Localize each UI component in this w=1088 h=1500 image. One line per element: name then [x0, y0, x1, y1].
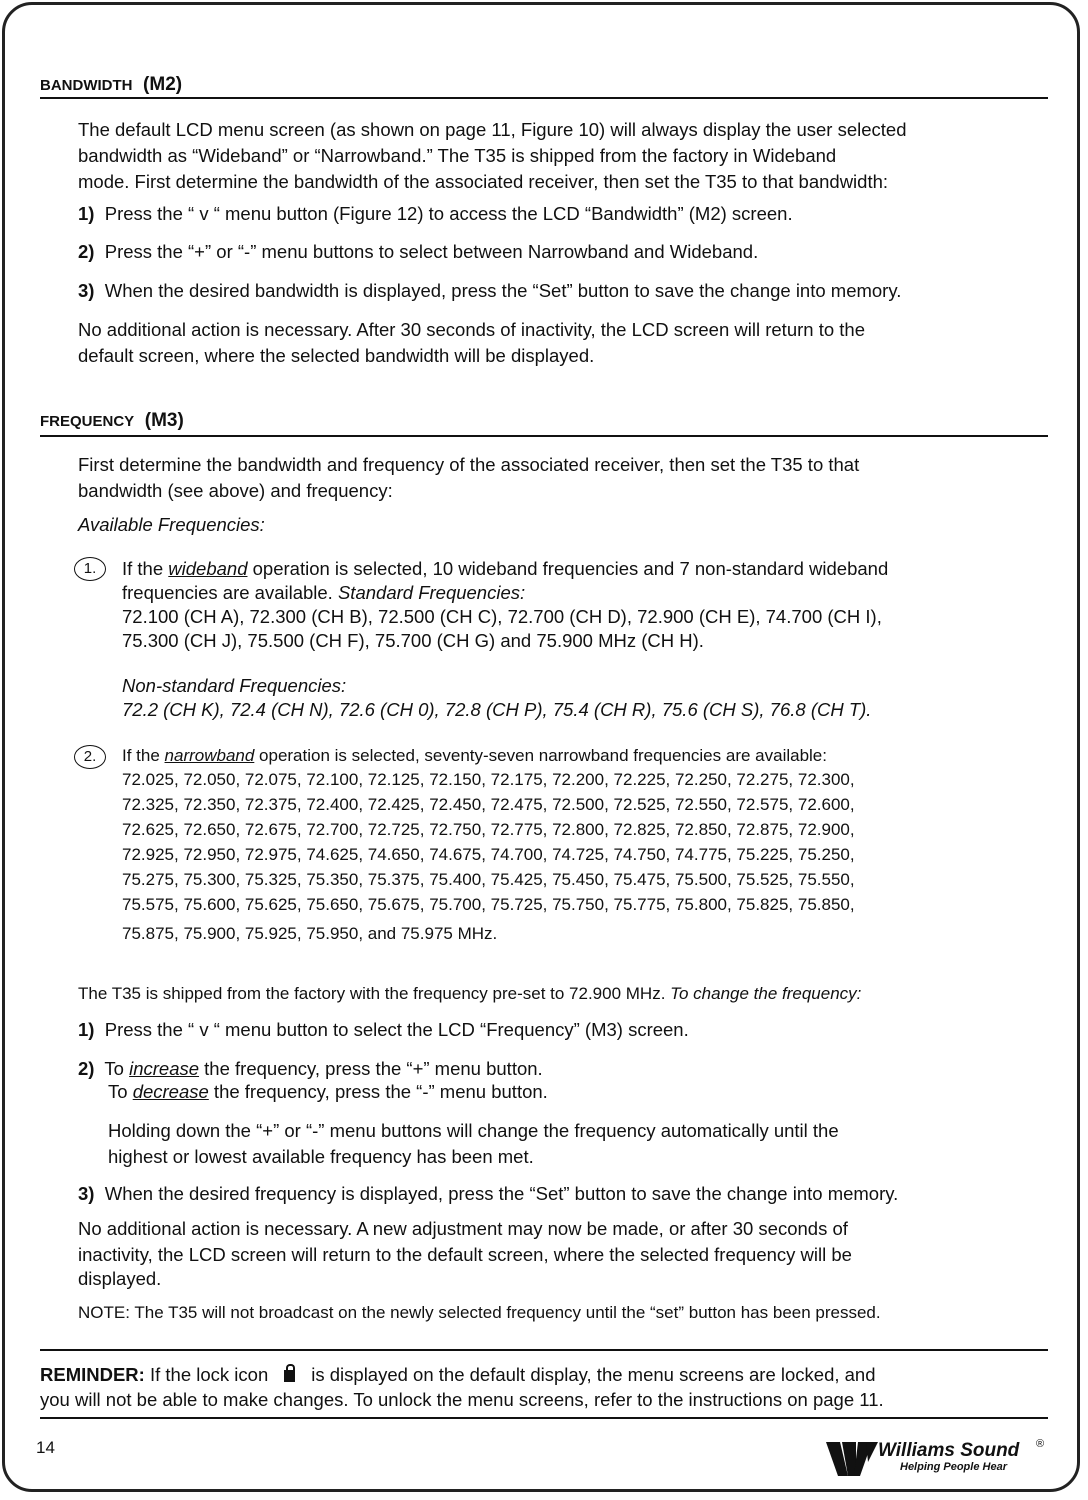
- bw-intro-3: mode. First determine the bandwidth of the associated receiver, then set the T35 to that bandwidth:: [78, 171, 889, 192]
- freq-intro-1: First determine the bandwidth and frequency of the associated receiver, then set the T35 to that: [78, 454, 860, 475]
- lock-icon: [284, 1370, 295, 1382]
- registered-mark: ®: [1036, 1438, 1045, 1450]
- wideband-line-1: If the wideband operation is selected, 10 wideband frequencies and 7 non-standard wideband: [122, 558, 889, 579]
- bw-step-3: 3) When the desired bandwidth is displayed, press the “Set” button to save the change into memory.: [78, 280, 902, 301]
- freq-outro-2: inactivity, the LCD screen will return to the default screen, where the selected frequency will be: [78, 1244, 852, 1265]
- narrowband-list: 72.925, 72.950, 72.975, 74.625, 74.650, 74.675, 74.700, 74.725, 74.750, 74.775, 75.225, 75.250,: [122, 845, 855, 864]
- note: NOTE: The T35 will not broadcast on the newly selected frequency until the “set” button has been pressed.: [78, 1303, 881, 1322]
- bw-step-2: 2) Press the “+” or “-” menu buttons to select between Narrowband and Wideband.: [78, 241, 759, 262]
- freq-intro-2: bandwidth (see above) and frequency:: [78, 480, 393, 501]
- narrowband-list: 72.025, 72.050, 72.075, 72.100, 72.125, 72.150, 72.175, 72.200, 72.225, 72.250, 72.275, 72.300,: [122, 770, 855, 789]
- narrowband-line-1: If the narrowband operation is selected, seventy-seven narrowband frequencies are available:: [122, 746, 827, 765]
- page-number: 14: [36, 1438, 55, 1457]
- reminder-line-2: you will not be able to make changes. To unlock the menu screens, refer to the instructions on page 11.: [40, 1389, 884, 1410]
- freq-outro-1: No additional action is necessary. A new adjustment may now be made, or after 30 seconds of: [78, 1218, 848, 1239]
- divider: [40, 1349, 1048, 1351]
- freq-hold-2: highest or lowest available frequency has been met.: [108, 1146, 534, 1167]
- brand-name: Williams Sound: [878, 1440, 1020, 1461]
- bw-intro-2: bandwidth as “Wideband” or “Narrowband.” The T35 is shipped from the factory in Wideband: [78, 145, 837, 166]
- bw-step-1: 1) Press the “ v “ menu button (Figure 12) to access the LCD “Bandwidth” (M2) screen.: [78, 203, 793, 224]
- nonstandard-frequencies: 72.2 (CH K), 72.4 (CH N), 72.6 (CH 0), 72.8 (CH P), 75.4 (CH R), 75.6 (CH S), 76.8 (CH T).: [122, 699, 872, 720]
- ws-mark-icon: [826, 1442, 878, 1476]
- available-frequencies-label: Available Frequencies:: [78, 514, 265, 535]
- freq-step-2-decrease: To decrease the frequency, press the “-” menu button.: [108, 1081, 548, 1102]
- narrowband-list: 72.325, 72.350, 72.375, 72.400, 72.425, 72.450, 72.475, 72.500, 72.525, 72.550, 72.575, 72.600,: [122, 795, 855, 814]
- freq-step-1: 1) Press the “ v “ menu button to select the LCD “Frequency” (M3) screen.: [78, 1019, 689, 1040]
- reminder-line-1: REMINDER: If the lock icon is displayed on the default display, the menu screens are locked, and: [40, 1364, 876, 1385]
- brand-tagline: Helping People Hear: [900, 1461, 1007, 1473]
- bandwidth-heading: BANDWIDTH (M2): [40, 74, 183, 95]
- freq-outro-3: displayed.: [78, 1268, 162, 1289]
- freq-step-2: 2) To increase the frequency, press the “+” menu button.: [78, 1058, 543, 1079]
- divider: [40, 1417, 1048, 1419]
- frequency-heading: FREQUENCY (M3): [40, 410, 184, 431]
- nonstandard-label: Non-standard Frequencies:: [122, 675, 347, 696]
- item-number-1: 1.: [74, 557, 106, 581]
- item-number-2: 2.: [74, 745, 106, 769]
- bw-intro-1: The default LCD menu screen (as shown on page 11, Figure 10) will always display the user selected: [78, 119, 907, 140]
- narrowband-list: 75.875, 75.900, 75.925, 75.950, and 75.975 MHz.: [122, 924, 498, 943]
- narrowband-list: 75.575, 75.600, 75.625, 75.650, 75.675, 75.700, 75.725, 75.750, 75.775, 75.800, 75.825, 75.850,: [122, 895, 855, 914]
- bw-outro-1: No additional action is necessary. After 30 seconds of inactivity, the LCD screen will return to the: [78, 319, 865, 340]
- freq-hold-1: Holding down the “+” or “-” menu buttons will change the frequency automatically until the: [108, 1120, 839, 1141]
- divider: [40, 435, 1048, 437]
- wideband-line-2: frequencies are available. Standard Frequencies:: [122, 582, 526, 603]
- freq-step-3: 3) When the desired frequency is displayed, press the “Set” button to save the change into memory.: [78, 1183, 899, 1204]
- standard-frequencies-1: 72.100 (CH A), 72.300 (CH B), 72.500 (CH C), 72.700 (CH D), 72.900 (CH E), 74.700 (CH I),: [122, 606, 882, 627]
- shipped-note: The T35 is shipped from the factory with the frequency pre-set to 72.900 MHz. To change the frequency:: [78, 984, 862, 1003]
- standard-frequencies-2: 75.300 (CH J), 75.500 (CH F), 75.700 (CH G) and 75.900 MHz (CH H).: [122, 630, 704, 651]
- divider: [40, 97, 1048, 99]
- narrowband-list: 75.275, 75.300, 75.325, 75.350, 75.375, 75.400, 75.425, 75.450, 75.475, 75.500, 75.525, 75.550,: [122, 870, 855, 889]
- bw-outro-2: default screen, where the selected bandwidth will be displayed.: [78, 345, 595, 366]
- narrowband-list: 72.625, 72.650, 72.675, 72.700, 72.725, 72.750, 72.775, 72.800, 72.825, 72.850, 72.875, 72.900,: [122, 820, 855, 839]
